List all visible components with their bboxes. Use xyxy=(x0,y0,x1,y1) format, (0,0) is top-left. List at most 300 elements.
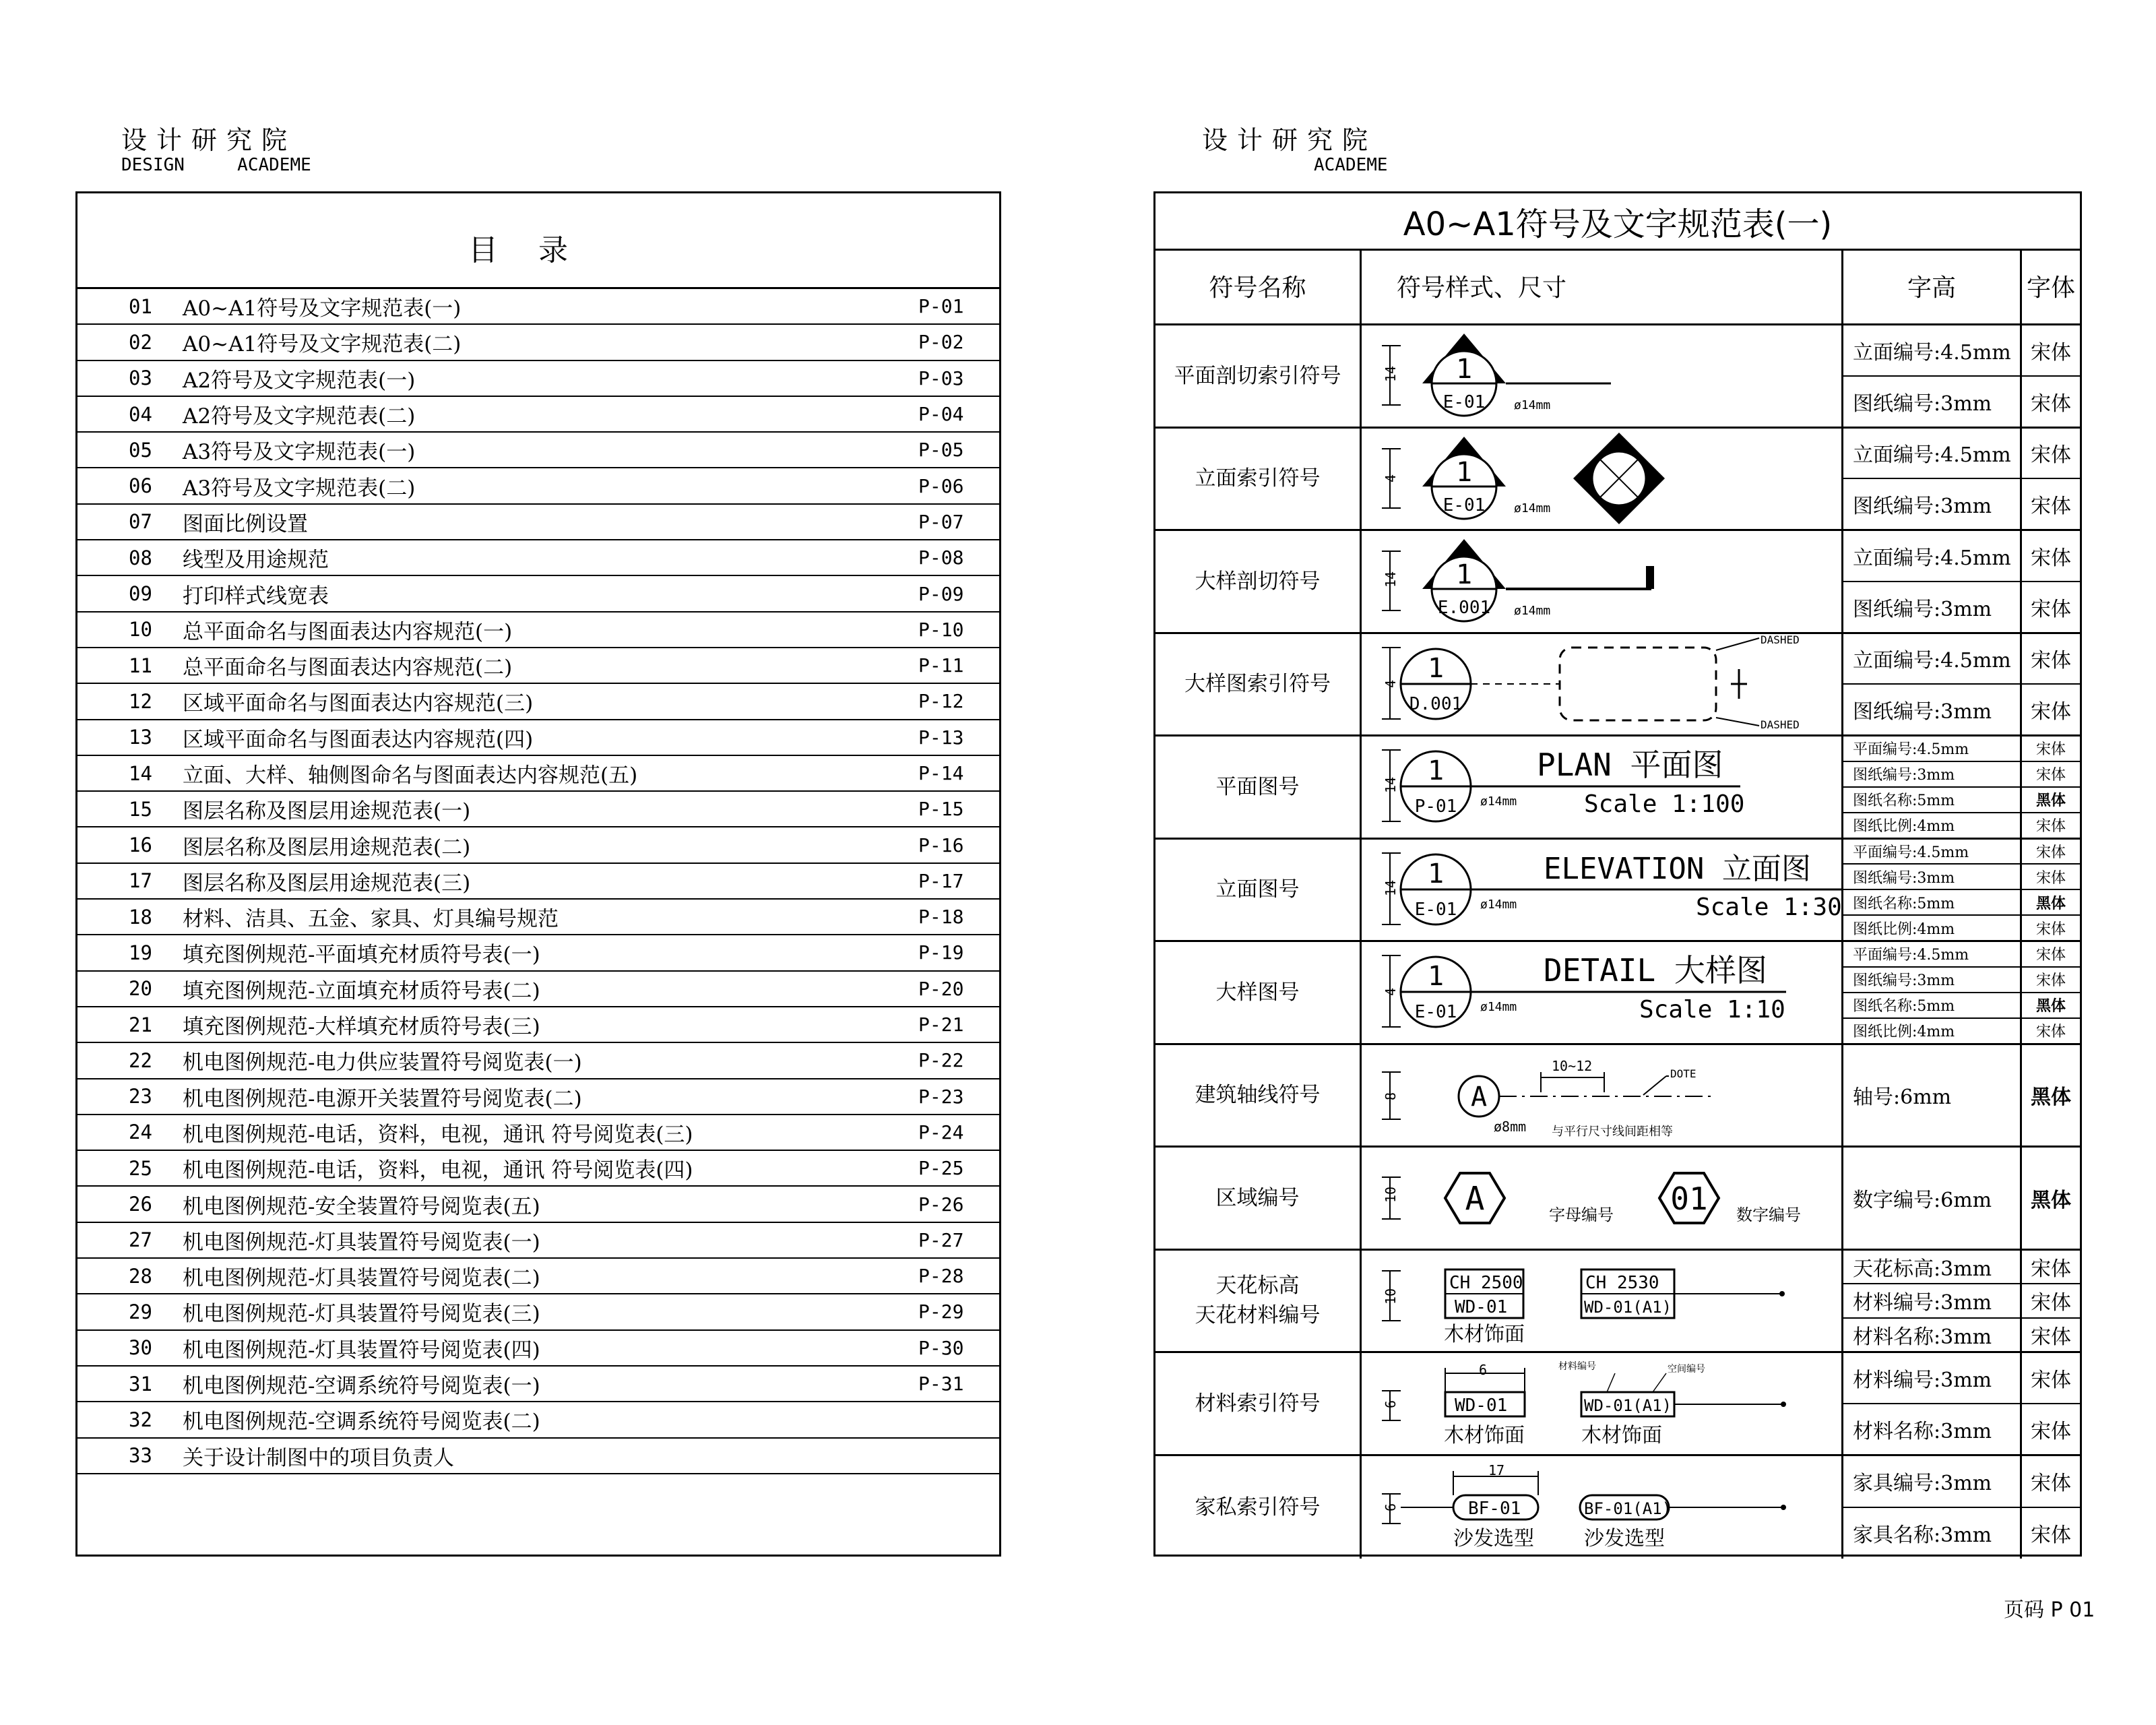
toc-item-page: P-09 xyxy=(918,582,964,605)
dim-label: 6 xyxy=(1383,1400,1399,1408)
text-height-spec: 图纸名称:5mm xyxy=(1843,993,2022,1017)
index-number: 1 xyxy=(1427,652,1445,684)
toc-item-number: 27 xyxy=(129,1228,152,1252)
font-spec: 宋体 xyxy=(2031,1472,2071,1496)
material-code: WD-01 xyxy=(1455,1296,1508,1317)
spec-line xyxy=(1843,890,2080,916)
toc-item-title: 材料、洁具、五金、家具、灯具编号规范 xyxy=(183,907,559,932)
space-number-note: 空间编号 xyxy=(1668,1364,1705,1375)
toc-item-number: 32 xyxy=(129,1408,152,1431)
toc-item-page: P-31 xyxy=(918,1373,964,1395)
toc-row xyxy=(77,540,999,576)
text-height-spec: 立面编号:4.5mm xyxy=(1843,531,2022,581)
dashed-label: DASHED xyxy=(1761,633,1800,646)
toc-item-page: P-01 xyxy=(918,295,964,318)
toc-item-page: P-21 xyxy=(918,1013,964,1036)
spec-line xyxy=(1843,1404,2080,1454)
spec-line xyxy=(1843,942,2080,968)
toc-item-number: 15 xyxy=(129,797,152,821)
toc-item-page: P-11 xyxy=(918,654,964,677)
drawing-number: E-01 xyxy=(1442,392,1486,412)
toc-item-title: 图层名称及图层用途规范表(二) xyxy=(183,835,471,860)
toc-item-title: 关于设计制图中的项目负责人 xyxy=(183,1445,454,1470)
toc-item-title: 机电图例规范-电话，资料，电视，通讯 符号阅览表(四) xyxy=(183,1158,693,1183)
spec-cells xyxy=(1843,1148,2080,1249)
text-height-spec: 材料编号:3mm xyxy=(1843,1284,2022,1317)
spec-cells xyxy=(1843,1456,2080,1559)
font-spec: 宋体 xyxy=(2031,1291,2071,1315)
toc-item-title: 机电图例规范-灯具装置符号阅览表(一) xyxy=(183,1230,540,1255)
drawing-number: E-01 xyxy=(1414,1002,1457,1022)
toc-item-page: P-17 xyxy=(918,869,964,892)
symbol-drawing xyxy=(1362,1456,1843,1559)
text-height-spec: 立面编号:4.5mm xyxy=(1843,325,2022,375)
toc-item-number: 28 xyxy=(129,1264,152,1288)
diameter-label: ø14mm xyxy=(1480,794,1517,809)
symbol-drawing xyxy=(1362,1251,1843,1352)
toc-item-number: 08 xyxy=(129,546,152,569)
spec-row xyxy=(1155,429,2080,532)
spec-row xyxy=(1155,1148,2080,1251)
toc-row xyxy=(77,756,999,792)
diameter-label: ø14mm xyxy=(1480,1000,1517,1014)
font-spec: 宋体 xyxy=(2031,700,2071,724)
toc-item-title: 机电图例规范-电源开关装置符号阅览表(二) xyxy=(183,1086,582,1111)
toc-list xyxy=(77,289,999,1474)
spec-cells xyxy=(1843,1353,2080,1454)
toc-item-title: 机电图例规范-电话，资料，电视，通讯 符号阅览表(三) xyxy=(183,1122,693,1147)
font-spec: 宋体 xyxy=(2035,767,2066,784)
text-height-spec: 立面编号:4.5mm xyxy=(1843,429,2022,478)
toc-item-title: 填充图例规范-立面填充材质符号表(二) xyxy=(183,978,540,1003)
font-spec: 宋体 xyxy=(2035,920,2066,938)
index-number: 1 xyxy=(1427,961,1445,992)
toc-item-title: 机电图例规范-安全装置符号阅览表(五) xyxy=(183,1194,540,1219)
font-spec: 宋体 xyxy=(2035,972,2066,990)
page-number: 页码 P 01 xyxy=(2004,1598,2095,1622)
toc-item-number: 26 xyxy=(129,1193,152,1216)
toc-item-title: 图层名称及图层用途规范表(三) xyxy=(183,871,471,896)
toc-row xyxy=(77,900,999,935)
toc-item-page: P-30 xyxy=(918,1336,964,1359)
font-spec: 宋体 xyxy=(2035,818,2066,836)
axis-symbol xyxy=(1362,1045,1843,1146)
toc-row xyxy=(77,1187,999,1222)
spec-cells xyxy=(1843,1045,2080,1146)
spec-line xyxy=(1843,1284,2080,1319)
spec-line xyxy=(1843,916,2080,940)
text-height-spec: 轴号:6mm xyxy=(1843,1045,2022,1146)
drawing-number: E-01 xyxy=(1442,495,1486,515)
symbol-name: 家私索引符号 xyxy=(1155,1456,1362,1559)
font-spec: 宋体 xyxy=(2031,1524,2071,1548)
dote-label: DOTE xyxy=(1670,1067,1697,1080)
font-spec: 黑体 xyxy=(2035,894,2066,912)
material-name: 木材饰面 xyxy=(1581,1424,1662,1447)
symbol-name: 建筑轴线符号 xyxy=(1155,1045,1362,1146)
toc-row xyxy=(77,648,999,684)
drawing-number: E-01 xyxy=(1414,899,1457,920)
dim-label: 6 xyxy=(1478,1362,1488,1378)
plan-title-symbol xyxy=(1362,736,1843,838)
material-name: 木材饰面 xyxy=(1444,1322,1525,1346)
spec-cells xyxy=(1843,634,2080,735)
spec-line xyxy=(1843,736,2080,762)
spec-row xyxy=(1155,1456,2080,1559)
institute-name-en: DESIGN ACADEME xyxy=(121,155,311,175)
spec-row xyxy=(1155,325,2080,429)
table-title: A0~A1符号及文字规范表(一) xyxy=(1155,193,2080,251)
toc-row xyxy=(77,684,999,720)
toc-item-number: 12 xyxy=(129,689,152,713)
font-spec: 黑体 xyxy=(2035,997,2066,1015)
spec-line xyxy=(1843,429,2080,480)
symbol-name: 大样图号 xyxy=(1155,942,1362,1043)
furniture-name: 沙发选型 xyxy=(1584,1526,1665,1550)
left-page-header xyxy=(121,125,311,175)
toc-item-title: 总平面命名与图面表达内容规范(二) xyxy=(183,656,513,681)
col-header-style: 符号样式、尺寸 xyxy=(1362,249,1843,323)
furniture-index-symbol xyxy=(1362,1456,1843,1557)
toc-title: 目录 xyxy=(77,193,999,289)
ceiling-height: CH 2530 xyxy=(1585,1272,1659,1293)
text-height-spec: 天花标高:3mm xyxy=(1843,1251,2022,1284)
spec-line xyxy=(1843,1353,2080,1404)
font-spec: 宋体 xyxy=(2035,1024,2066,1041)
text-height-spec: 平面编号:4.5mm xyxy=(1843,942,2022,966)
dim-label: 6 xyxy=(1383,1503,1399,1511)
axis-note: 与平行尺寸线间距相等 xyxy=(1552,1124,1673,1139)
symbol-name: 立面图号 xyxy=(1155,840,1362,941)
toc-item-page: P-16 xyxy=(918,834,964,856)
symbol-drawing xyxy=(1362,1148,1843,1249)
index-number: 1 xyxy=(1427,755,1445,786)
spec-cells xyxy=(1843,429,2080,530)
toc-row xyxy=(77,972,999,1007)
text-height-spec: 图纸比例:4mm xyxy=(1843,916,2022,940)
letter-number-label: 字母编号 xyxy=(1549,1205,1614,1224)
toc-item-page: P-25 xyxy=(918,1157,964,1180)
spec-line xyxy=(1843,1456,2080,1508)
material-code: WD-01(A1) xyxy=(1584,1297,1672,1317)
toc-item-title: A2符号及文字规范表(二) xyxy=(183,404,416,429)
drawing-scale: Scale 1:100 xyxy=(1584,790,1745,818)
font-spec: 宋体 xyxy=(2031,391,2071,416)
spec-line xyxy=(1843,531,2080,582)
toc-row xyxy=(77,505,999,540)
text-height-spec: 平面编号:4.5mm xyxy=(1843,736,2022,761)
ceiling-level-symbol xyxy=(1362,1251,1843,1352)
toc-item-number: 19 xyxy=(129,941,152,964)
toc-row xyxy=(77,397,999,433)
text-height-spec: 图纸编号:3mm xyxy=(1843,377,2022,427)
dim-label: 10 xyxy=(1383,1288,1399,1305)
text-height-spec: 家具名称:3mm xyxy=(1843,1508,2022,1559)
toc-row xyxy=(77,1079,999,1115)
spec-row xyxy=(1155,634,2080,737)
toc-item-number: 05 xyxy=(129,438,152,462)
spec-cells xyxy=(1843,325,2080,427)
furniture-code: BF-01(A1) xyxy=(1584,1499,1672,1518)
toc-item-number: 14 xyxy=(129,761,152,785)
toc-item-title: A3符号及文字规范表(一) xyxy=(183,440,416,465)
text-height-spec: 图纸编号:3mm xyxy=(1843,865,2022,889)
toc-item-title: 立面、大样、轴侧图命名与图面表达内容规范(五) xyxy=(183,763,638,788)
toc-item-page: P-24 xyxy=(918,1121,964,1143)
index-number: 1 xyxy=(1455,456,1473,488)
spec-line xyxy=(1843,1508,2080,1559)
toc-item-number: 21 xyxy=(129,1013,152,1036)
toc-row xyxy=(77,1367,999,1402)
symbol-name: 大样图索引符号 xyxy=(1155,634,1362,735)
toc-item-title: 机电图例规范-灯具装置符号阅览表(四) xyxy=(183,1338,540,1362)
toc-item-title: 填充图例规范-大样填充材质符号表(三) xyxy=(183,1015,540,1040)
toc-item-page: P-15 xyxy=(918,798,964,821)
ceiling-height: CH 2500 xyxy=(1449,1272,1523,1293)
spec-row xyxy=(1155,840,2080,943)
axis-spacing: 10~12 xyxy=(1552,1057,1593,1074)
section-index-symbol xyxy=(1362,325,1843,427)
dim-label: 4 xyxy=(1383,987,1399,996)
symbol-drawing xyxy=(1362,325,1843,427)
text-height-spec: 材料编号:3mm xyxy=(1843,1353,2022,1403)
toc-item-page: P-07 xyxy=(918,510,964,533)
furniture-code: BF-01 xyxy=(1468,1498,1521,1519)
dim-label: 14 xyxy=(1383,776,1399,793)
spec-line xyxy=(1843,1251,2080,1285)
toc-item-number: 30 xyxy=(129,1336,152,1360)
spec-line xyxy=(1843,993,2080,1019)
text-height-spec: 材料名称:3mm xyxy=(1843,1404,2022,1454)
toc-item-page: P-20 xyxy=(918,977,964,1000)
toc-row xyxy=(77,1259,999,1294)
toc-row xyxy=(77,1439,999,1474)
drawing-scale: Scale 1:30 xyxy=(1696,893,1842,921)
toc-item-number: 16 xyxy=(129,834,152,857)
toc-row xyxy=(77,720,999,756)
toc-item-title: 机电图例规范-电力供应装置符号阅览表(一) xyxy=(183,1050,582,1075)
dim-label: 10 xyxy=(1383,1186,1399,1203)
spec-line xyxy=(1843,762,2080,788)
col-header-name: 符号名称 xyxy=(1155,249,1362,323)
toc-item-number: 18 xyxy=(129,905,152,929)
drawing-number: D.001 xyxy=(1409,693,1463,714)
toc-item-page: P-12 xyxy=(918,690,964,713)
font-spec: 黑体 xyxy=(2031,1188,2071,1212)
spec-line xyxy=(1843,865,2080,890)
text-height-spec: 图纸编号:3mm xyxy=(1843,479,2022,529)
font-spec: 宋体 xyxy=(2031,649,2071,673)
toc-item-title: 区域平面命名与图面表达内容规范(三) xyxy=(183,691,534,716)
spec-line xyxy=(1843,788,2080,813)
font-spec: 宋体 xyxy=(2035,741,2066,759)
toc-item-page: P-22 xyxy=(918,1049,964,1072)
drawing-number: E.001 xyxy=(1437,598,1491,618)
material-number-note: 材料编号 xyxy=(1558,1361,1596,1372)
spec-cells xyxy=(1843,531,2080,632)
detail-title-symbol xyxy=(1362,942,1843,1043)
digit-number-label: 数字编号 xyxy=(1736,1205,1801,1224)
toc-row xyxy=(77,613,999,648)
spec-row xyxy=(1155,531,2080,634)
text-height-spec: 家具编号:3mm xyxy=(1843,1456,2022,1507)
toc-item-number: 01 xyxy=(129,294,152,318)
spec-cells xyxy=(1843,840,2080,941)
text-height-spec: 图纸比例:4mm xyxy=(1843,813,2022,838)
dashed-label: DASHED xyxy=(1761,718,1800,731)
toc-item-number: 17 xyxy=(129,869,152,893)
toc-item-title: 总平面命名与图面表达内容规范(一) xyxy=(183,619,513,644)
drawing-scale: Scale 1:10 xyxy=(1639,996,1785,1024)
symbol-drawing xyxy=(1362,531,1843,632)
toc-row xyxy=(77,1007,999,1043)
toc-row xyxy=(77,827,999,863)
toc-item-number: 10 xyxy=(129,618,152,641)
toc-item-page: P-03 xyxy=(918,367,964,389)
toc-item-title: 机电图例规范-空调系统符号阅览表(一) xyxy=(183,1374,540,1399)
font-spec: 宋体 xyxy=(2031,340,2071,365)
toc-item-number: 29 xyxy=(129,1300,152,1323)
toc-item-title: 机电图例规范-灯具装置符号阅览表(三) xyxy=(183,1302,540,1327)
text-height-spec: 图纸名称:5mm xyxy=(1843,788,2022,812)
dim-label: 14 xyxy=(1383,571,1399,588)
spec-line xyxy=(1843,634,2080,685)
text-height-spec: 图纸名称:5mm xyxy=(1843,890,2022,914)
text-height-spec: 图纸编号:3mm xyxy=(1843,582,2022,632)
toc-item-page: P-02 xyxy=(918,331,964,354)
toc-item-page: P-26 xyxy=(918,1193,964,1216)
toc-row xyxy=(77,864,999,900)
zone-letter: A xyxy=(1465,1180,1485,1218)
font-spec: 宋体 xyxy=(2031,597,2071,621)
toc-item-title: 机电图例规范-灯具装置符号阅览表(二) xyxy=(183,1266,540,1291)
toc-item-title: A0~A1符号及文字规范表(一) xyxy=(183,296,462,321)
institute-name-en: ACADEME xyxy=(1314,155,1388,175)
spec-cells xyxy=(1843,736,2080,838)
symbol-name: 平面剖切索引符号 xyxy=(1155,325,1362,427)
col-header-height: 字高 xyxy=(1843,249,2022,323)
spec-line xyxy=(1843,582,2080,632)
furniture-name: 沙发选型 xyxy=(1453,1526,1534,1550)
spec-line xyxy=(1843,840,2080,865)
drawing-title: DETAIL 大样图 xyxy=(1544,952,1767,989)
text-height-spec: 图纸比例:4mm xyxy=(1843,1019,2022,1043)
toc-item-title: 图层名称及图层用途规范表(一) xyxy=(183,799,471,824)
toc-item-title: A0~A1符号及文字规范表(二) xyxy=(183,332,462,357)
toc-item-title: A2符号及文字规范表(一) xyxy=(183,368,416,393)
text-height-spec: 图纸编号:3mm xyxy=(1843,968,2022,992)
diameter-label: ø14mm xyxy=(1480,897,1517,912)
text-height-spec: 图纸编号:3mm xyxy=(1843,762,2022,786)
spec-cells xyxy=(1843,942,2080,1043)
symbol-drawing xyxy=(1362,736,1843,838)
symbol-drawing xyxy=(1362,1353,1843,1454)
toc-item-number: 07 xyxy=(129,510,152,534)
toc-item-page: P-29 xyxy=(918,1300,964,1323)
axis-letter: A xyxy=(1470,1081,1488,1112)
zone-number-symbol xyxy=(1362,1148,1843,1249)
index-number: 1 xyxy=(1427,858,1445,889)
spec-line xyxy=(1843,813,2080,838)
toc-item-title: A3符号及文字规范表(二) xyxy=(183,476,416,501)
drawing-title: ELEVATION 立面图 xyxy=(1544,851,1811,886)
spec-cells xyxy=(1843,1251,2080,1352)
spec-line xyxy=(1843,479,2080,529)
symbol-drawing xyxy=(1362,634,1843,735)
toc-item-number: 11 xyxy=(129,654,152,677)
toc-row xyxy=(77,576,999,612)
symbol-spec-table xyxy=(1153,191,2082,1557)
spec-row xyxy=(1155,1353,2080,1456)
dim-label: 14 xyxy=(1383,365,1399,382)
toc-row xyxy=(77,1223,999,1259)
spec-row xyxy=(1155,1045,2080,1148)
symbol-name: 天花标高 天花材料编号 xyxy=(1155,1251,1362,1352)
detail-section-symbol xyxy=(1362,531,1843,632)
table-of-contents xyxy=(75,191,1001,1557)
spec-line xyxy=(1843,1045,2080,1146)
drawing-number: P-01 xyxy=(1414,796,1457,817)
toc-item-number: 13 xyxy=(129,726,152,749)
toc-row xyxy=(77,1115,999,1151)
toc-item-title: 区域平面命名与图面表达内容规范(四) xyxy=(183,727,534,752)
right-page-header xyxy=(1202,125,1388,175)
toc-row xyxy=(77,1043,999,1079)
toc-item-title: 填充图例规范-平面填充材质符号表(一) xyxy=(183,943,540,968)
toc-row xyxy=(77,361,999,397)
toc-row xyxy=(77,1294,999,1330)
toc-row xyxy=(77,792,999,827)
spec-row xyxy=(1155,736,2080,840)
spec-line xyxy=(1843,1319,2080,1352)
toc-item-number: 24 xyxy=(129,1121,152,1144)
font-spec: 宋体 xyxy=(2031,443,2071,468)
elevation-index-symbol xyxy=(1362,429,1843,530)
spec-row xyxy=(1155,1251,2080,1354)
symbol-name: 平面图号 xyxy=(1155,736,1362,838)
toc-row xyxy=(77,325,999,360)
toc-row xyxy=(77,935,999,971)
spec-line xyxy=(1843,325,2080,377)
toc-item-title: 线型及用途规范 xyxy=(183,548,329,573)
spec-line xyxy=(1843,377,2080,427)
institute-name-cn: 设计研究院 xyxy=(121,125,297,155)
toc-item-page: P-08 xyxy=(918,546,964,569)
dim-label: 17 xyxy=(1488,1462,1505,1478)
spec-line xyxy=(1843,968,2080,993)
toc-item-title: 图面比例设置 xyxy=(183,511,308,536)
spec-rows xyxy=(1155,325,2080,1559)
toc-item-number: 25 xyxy=(129,1156,152,1180)
toc-item-number: 23 xyxy=(129,1085,152,1108)
font-spec: 黑体 xyxy=(2035,792,2066,810)
index-number: 1 xyxy=(1455,559,1473,590)
material-code: WD-01 xyxy=(1455,1395,1508,1416)
symbol-name: 材料索引符号 xyxy=(1155,1353,1362,1454)
toc-item-title: 机电图例规范-空调系统符号阅览表(二) xyxy=(183,1410,540,1435)
toc-item-number: 04 xyxy=(129,402,152,426)
elevation-title-symbol xyxy=(1362,840,1843,941)
diameter-label: ø14mm xyxy=(1514,398,1551,412)
text-height-spec: 立面编号:4.5mm xyxy=(1843,634,2022,684)
toc-row xyxy=(77,1402,999,1438)
toc-item-page: P-14 xyxy=(918,762,964,784)
font-spec: 宋体 xyxy=(2035,844,2066,861)
toc-item-page: P-19 xyxy=(918,941,964,964)
toc-row xyxy=(77,289,999,325)
toc-item-page: P-10 xyxy=(918,618,964,641)
diameter-label: ø8mm xyxy=(1494,1118,1527,1135)
